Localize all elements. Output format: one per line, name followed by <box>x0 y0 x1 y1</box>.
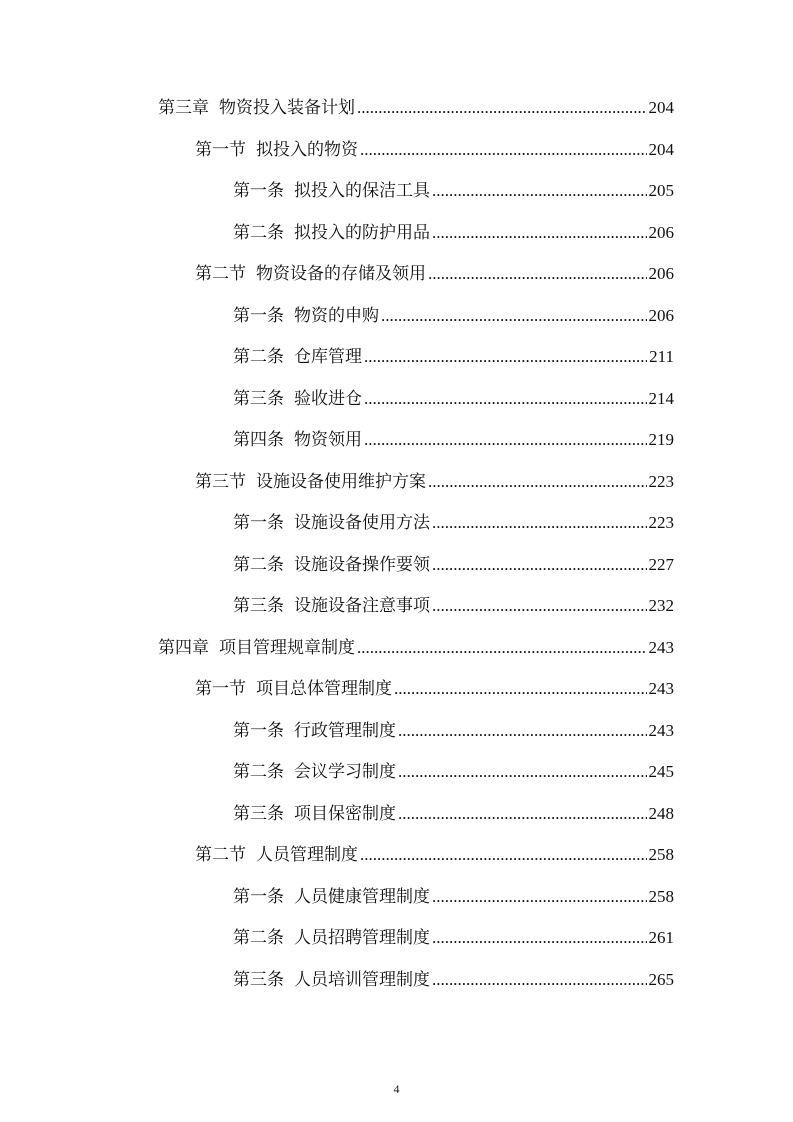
toc-entry-number: 第一节 <box>195 679 246 699</box>
toc-entry-number: 第四条 <box>233 430 284 450</box>
toc-entry[interactable] <box>233 966 674 994</box>
toc-entry[interactable] <box>233 800 674 828</box>
toc-entry-number: 第一条 <box>233 181 284 201</box>
toc-entry[interactable] <box>233 883 674 911</box>
toc-entry-number: 第二条 <box>233 555 284 575</box>
toc-dot-leader <box>360 136 647 164</box>
toc-entry[interactable] <box>195 260 674 288</box>
toc-entry[interactable] <box>195 136 674 164</box>
toc-entry-page: 223 <box>648 472 674 491</box>
toc-entry-number: 第一条 <box>233 306 284 326</box>
toc-entry-page: 227 <box>648 555 674 574</box>
toc-entry[interactable] <box>233 343 674 371</box>
toc-dot-leader <box>432 883 647 911</box>
toc-entry-title: 会议学习制度 <box>294 762 396 782</box>
toc-entry-number: 第四章 <box>158 638 209 658</box>
toc-entry-title: 项目管理规章制度 <box>219 638 355 658</box>
toc-entry-title: 物资投入装备计划 <box>219 98 355 118</box>
toc-entry-number: 第二条 <box>233 928 284 948</box>
toc-entry-title: 物资的申购 <box>294 306 379 326</box>
toc-entry-page: 243 <box>648 638 674 657</box>
toc-entry-title: 人员健康管理制度 <box>294 887 430 907</box>
toc-dot-leader <box>432 966 647 994</box>
toc-entry-number: 第三条 <box>233 596 284 616</box>
toc-dot-leader <box>428 468 647 496</box>
toc-entry-title: 拟投入的防护用品 <box>294 223 430 243</box>
toc-entry-title: 设施设备注意事项 <box>294 596 430 616</box>
toc-dot-leader <box>432 551 647 579</box>
toc-entry-title: 项目保密制度 <box>294 804 396 824</box>
toc-entry[interactable] <box>195 468 674 496</box>
toc-entry-number: 第二条 <box>233 762 284 782</box>
toc-entry-page: 223 <box>648 513 674 532</box>
toc-entry[interactable] <box>233 717 674 745</box>
toc-entry-title: 设施设备使用方法 <box>294 513 430 533</box>
toc-dot-leader <box>398 717 647 745</box>
toc-entry[interactable] <box>195 841 674 869</box>
toc-entry[interactable] <box>233 551 674 579</box>
toc-entry-title: 物资领用 <box>294 430 362 450</box>
toc-dot-leader <box>381 302 647 330</box>
toc-dot-leader <box>432 177 647 205</box>
toc-entry-title: 人员招聘管理制度 <box>294 928 430 948</box>
toc-entry-page: 211 <box>649 347 674 366</box>
toc-entry[interactable] <box>233 758 674 786</box>
toc-entry-title: 人员管理制度 <box>256 845 358 865</box>
toc-dot-leader <box>364 426 647 454</box>
toc-entry-number: 第三条 <box>233 970 284 990</box>
toc-entry-title: 拟投入的保洁工具 <box>294 181 430 201</box>
toc-entry-number: 第三条 <box>233 389 284 409</box>
toc-entry-page: 248 <box>648 804 674 823</box>
toc-entry-page: 206 <box>648 306 674 325</box>
toc-entry-title: 设施设备操作要领 <box>294 555 430 575</box>
toc-entry-number: 第一条 <box>233 721 284 741</box>
toc-entry-number: 第一条 <box>233 887 284 907</box>
toc-entry-page: 265 <box>648 970 674 989</box>
toc-entry[interactable] <box>233 385 674 413</box>
toc-entry[interactable] <box>233 302 674 330</box>
toc-entry-page: 204 <box>648 140 674 159</box>
toc-entry-number: 第二节 <box>195 264 246 284</box>
toc-dot-leader <box>428 260 647 288</box>
toc-entry-page: 245 <box>648 762 674 781</box>
toc-entry[interactable] <box>158 94 674 122</box>
toc-entry[interactable] <box>233 177 674 205</box>
toc-entry-page: 206 <box>648 223 674 242</box>
toc-dot-leader <box>394 675 647 703</box>
toc-entry-title: 验收进仓 <box>294 389 362 409</box>
toc-entry[interactable] <box>233 592 674 620</box>
toc-entry-title: 项目总体管理制度 <box>256 679 392 699</box>
toc-entry-page: 243 <box>648 679 674 698</box>
toc-entry-title: 拟投入的物资 <box>256 140 358 160</box>
toc-entry[interactable] <box>233 219 674 247</box>
toc-entry-number: 第三条 <box>233 804 284 824</box>
toc-entry-page: 204 <box>648 98 674 117</box>
toc-entry-number: 第二条 <box>233 223 284 243</box>
toc-entry-number: 第一节 <box>195 140 246 160</box>
toc-entry-page: 205 <box>648 181 674 200</box>
toc-entry[interactable] <box>233 509 674 537</box>
toc-dot-leader <box>432 924 647 952</box>
toc-dot-leader <box>357 94 647 122</box>
page-number: 4 <box>393 1082 400 1096</box>
toc-entry-title: 仓库管理 <box>294 347 362 367</box>
toc-dot-leader <box>364 343 647 371</box>
toc-dot-leader <box>360 841 647 869</box>
toc-entry-number: 第二节 <box>195 845 246 865</box>
toc-dot-leader <box>432 509 647 537</box>
toc-entry-page: 206 <box>648 264 674 283</box>
toc-entry-page: 219 <box>648 430 674 449</box>
toc-entry-number: 第一条 <box>233 513 284 533</box>
toc-entry-title: 行政管理制度 <box>294 721 396 741</box>
toc-entry-page: 232 <box>648 596 674 615</box>
toc-entry-number: 第三章 <box>158 98 209 118</box>
toc-entry-page: 243 <box>648 721 674 740</box>
toc-entry-title: 物资设备的存储及领用 <box>256 264 426 284</box>
toc-dot-leader <box>398 800 647 828</box>
toc-dot-leader <box>357 634 647 662</box>
toc-entry-title: 人员培训管理制度 <box>294 970 430 990</box>
toc-entry-page: 258 <box>648 845 674 864</box>
toc-entry[interactable] <box>233 426 674 454</box>
toc-dot-leader <box>432 219 647 247</box>
toc-entry-page: 261 <box>648 928 674 947</box>
toc-entry-number: 第二条 <box>233 347 284 367</box>
toc-entry-title: 设施设备使用维护方案 <box>256 472 426 492</box>
toc-entry-page: 214 <box>648 389 674 408</box>
toc-entry[interactable] <box>233 924 674 952</box>
toc-dot-leader <box>364 385 647 413</box>
toc-entry-number: 第三节 <box>195 472 246 492</box>
toc-dot-leader <box>398 758 647 786</box>
toc-dot-leader <box>432 592 647 620</box>
toc-entry-page: 258 <box>648 887 674 906</box>
toc-entry[interactable] <box>195 675 674 703</box>
toc-entry[interactable] <box>158 634 674 662</box>
